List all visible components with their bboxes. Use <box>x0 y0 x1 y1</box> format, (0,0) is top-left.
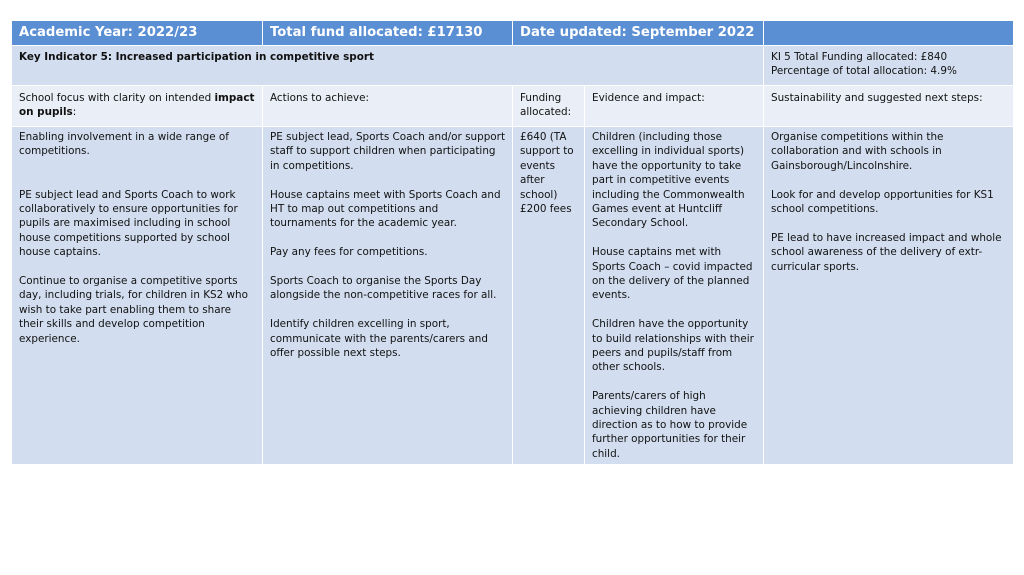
funding-heading: Funding allocated: <box>513 86 585 127</box>
evidence-cell <box>585 127 764 465</box>
sustainability-heading: Sustainability and suggested next steps: <box>764 86 1014 127</box>
school-focus-heading-colon: : <box>72 106 77 119</box>
focus-paragraph: PE subject lead and Sports Coach to work collaboratively to ensure opportunities for pupils are maximised including in school house competitions supported by school house captains. <box>19 188 238 259</box>
evidence-paragraph: Children have the opportunity to build relationships with their peers and pupils/staff from other schools. <box>592 318 754 374</box>
action-paragraph: Pay any fees for competitions. <box>270 246 428 259</box>
focus-paragraph: Continue to organise a competitive sports day, including trials, for children in KS2 who wish to take part enabling them to share their skills and develop competition experience. <box>19 275 248 345</box>
school-focus-heading-bold: impact on pupils <box>19 92 255 119</box>
action-paragraph: PE subject lead, Sports Coach and/or support staff to support children when participating in competitions. <box>270 131 506 172</box>
key-indicator-row <box>12 46 1014 86</box>
total-fund-cell: Total fund allocated: £17130 <box>263 21 513 46</box>
academic-year-cell: Academic Year: 2022/23 <box>12 21 263 46</box>
action-paragraph: House captains meet with Sports Coach and HT to map out competitions and tournaments for the academic year. <box>270 188 501 230</box>
evidence-paragraph: Parents/carers of high achieving children have direction as to how to provide further opportunities for their child. <box>592 390 748 460</box>
school-focus-heading <box>12 86 263 127</box>
action-paragraph: Identify children excelling in sport, communicate with the parents/carers and offer possible next steps. <box>270 318 488 360</box>
actions-heading: Actions to achieve: <box>263 86 513 127</box>
evidence-heading: Evidence and impact: <box>585 86 764 127</box>
focus-paragraph: Enabling involvement in a wide range of competitions. <box>19 131 229 158</box>
sustainability-paragraph: Organise competitions within the collaboration and with schools in Gainsborough/Lincolnshire. <box>771 131 944 172</box>
sustainability-paragraph: PE lead to have increased impact and whole school awareness of the delivery of extr-curricular sports. <box>771 231 1002 273</box>
header-empty-cell <box>764 21 1014 46</box>
funding-line: £200 fees <box>520 203 572 216</box>
evidence-paragraph: House captains met with Sports Coach – covid impacted on the delivery of the planned events. <box>592 246 753 302</box>
ki-funding-cell <box>764 46 1014 86</box>
evidence-paragraph: Children (including those excelling in individual sports) have the opportunity to take part in competitive events including the Commonwealth Games event at Huntcliff Secondary School. <box>592 131 745 230</box>
funding-line: £640 (TA support to events after school) <box>520 131 574 201</box>
pe-funding-table <box>11 20 1014 465</box>
date-updated-cell: Date updated: September 2022 <box>513 21 764 46</box>
ki-percentage: Percentage of total allocation: 4.9% <box>771 65 957 78</box>
action-paragraph: Sports Coach to organise the Sports Day alongside the non-competitive races for all. <box>270 275 497 302</box>
actions-cell <box>263 127 513 465</box>
key-indicator-title: Key Indicator 5: Increased participation in competitive sport <box>12 46 764 86</box>
content-row <box>12 127 1014 465</box>
column-headings-row <box>12 86 1014 127</box>
sustainability-cell <box>764 127 1014 465</box>
ki-total-funding: KI 5 Total Funding allocated: £840 <box>771 51 948 63</box>
sustainability-paragraph: Look for and develop opportunities for KS1 school competitions. <box>771 188 994 216</box>
funding-cell <box>513 127 585 465</box>
school-focus-cell <box>12 127 263 465</box>
header-row <box>12 21 1014 46</box>
school-focus-heading-text: School focus with clarity on intended <box>19 92 215 104</box>
